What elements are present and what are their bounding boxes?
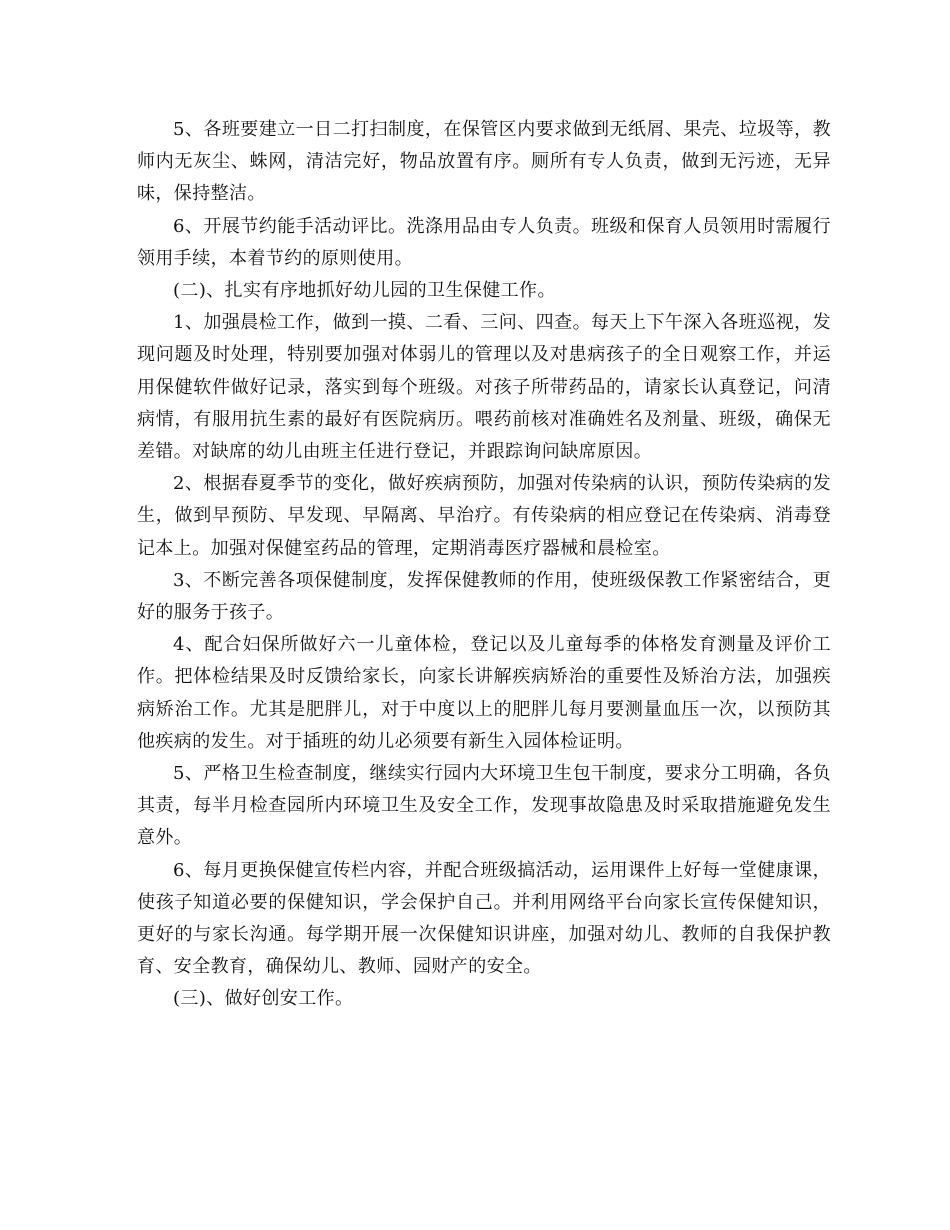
section-heading-health-care: (二)、扎实有序地抓好幼儿园的卫生保健工作。 xyxy=(173,280,556,302)
paragraph-health-bulletin: 6、每月更换保健宣传栏内容，并配合班级搞活动，运用课件上好每一堂健康课，使孩子知道必要的保健知识，学会保护自己。并利用网络平台向家长宣传保健知识，更好的与家长沟通。每学期开展一次保健知识讲座，加强对幼儿、教师的自我保护教育、安全教育，确保幼儿、教师、园财产的安全。 xyxy=(137,859,831,978)
paragraph-disease-prevention: 2、根据春夏季节的变化，做好疾病预防，加强对传染病的认识，预防传染病的发生，做到早预防、早发现、早隔离、早治疗。有传染病的相应登记在传染病、消毒登记本上。加强对保健室药品的管理，定期消毒医疗器械和晨检室。 xyxy=(137,473,831,559)
paragraph-cleaning-system: 5、各班要建立一日二打扫制度，在保管区内要求做到无纸屑、果壳、垃圾等，教师内无灰尘、蛛网，清洁完好，物品放置有序。厕所有专人负责，做到无污迹，无异味，保持整洁。 xyxy=(137,119,831,205)
document-body xyxy=(137,114,831,1016)
paragraph-hygiene-inspection: 5、严格卫生检查制度，继续实行园内大环境卫生包干制度，要求分工明确，各负其责，每半月检查园所内环境卫生及安全工作，发现事故隐患及时采取措施避免发生意外。 xyxy=(137,763,831,849)
paragraph-health-system: 3、不断完善各项保健制度，发挥保健教师的作用，使班级保教工作紧密结合，更好的服务于孩子。 xyxy=(137,569,831,624)
paragraph-morning-check: 1、加强晨检工作，做到一摸、二看、三问、四查。每天上下午深入各班巡视，发现问题及时处理，特别要加强对体弱儿的管理以及对患病孩子的全日观察工作，并运用保健软件做好记录，落实到每个班级。对孩子所带药品的，请家长认真登记，问清病情，有服用抗生素的最好有医院病历。喂药前核对准确姓名及剂量、班级，确保无差错。对缺席的幼儿由班主任进行登记，并跟踪询问缺席原因。 xyxy=(137,312,831,463)
paragraph-saving-contest: 6、开展节约能手活动评比。洗涤用品由专人负责。班级和保育人员领用时需履行领用手续，本着节约的原则使用。 xyxy=(137,215,831,269)
paragraph-physical-exam: 4、配合妇保所做好六一儿童体检，登记以及儿童每季的体格发育测量及评价工作。把体检结果及时反馈给家长，向家长讲解疾病矫治的重要性及矫治方法，加强疾病矫治工作。尤其是肥胖儿，对于中度以上的肥胖儿每月要测量血压一次，以预防其他疾病的发生。对于插班的幼儿必须要有新生入园体检证明。 xyxy=(137,634,831,752)
section-heading-safety: (三)、做好创安工作。 xyxy=(173,988,354,1010)
